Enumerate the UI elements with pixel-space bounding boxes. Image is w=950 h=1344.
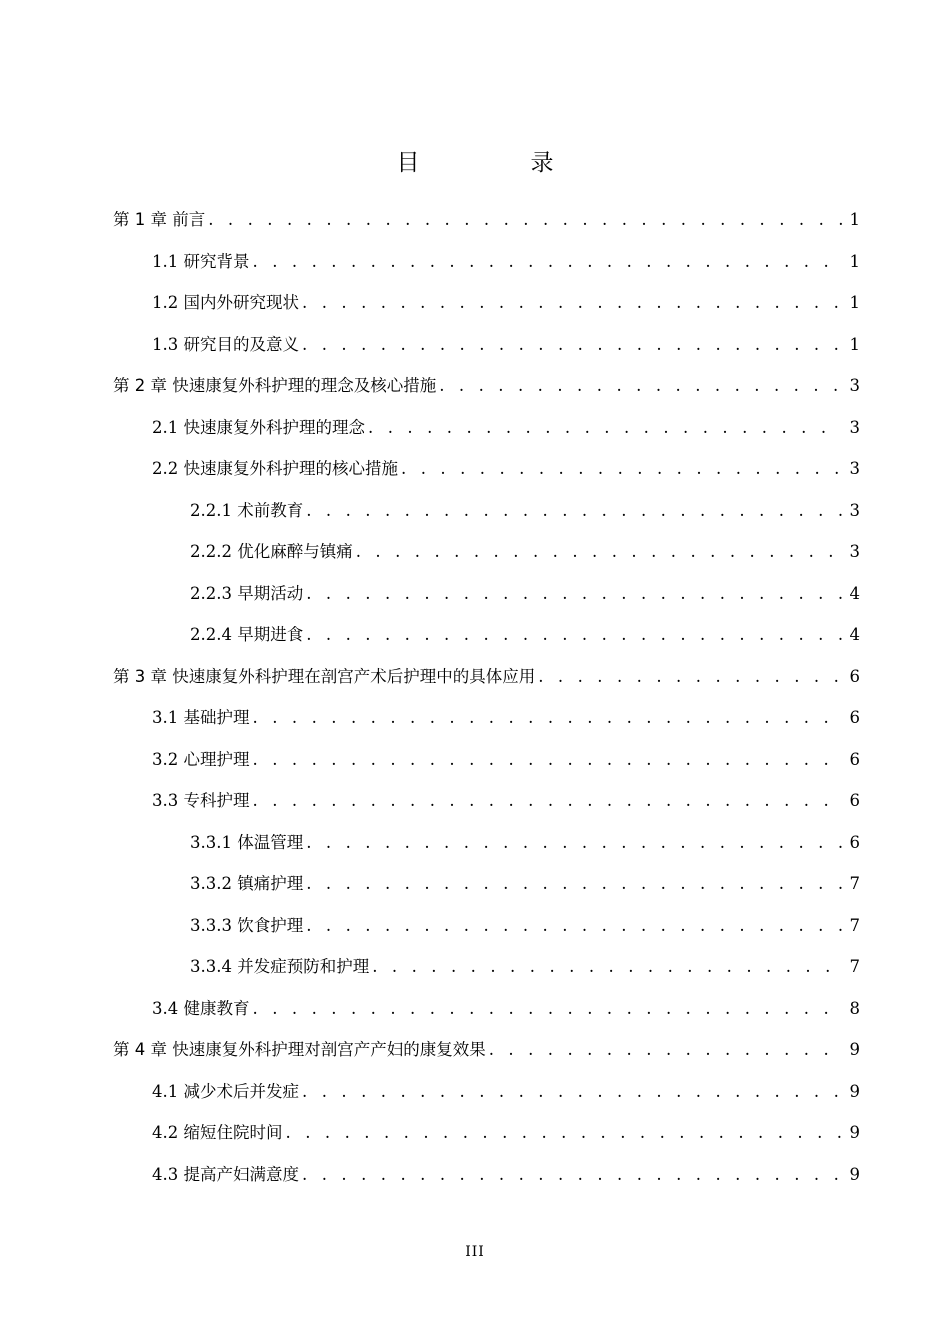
toc-entry-page: 4 [849,583,860,603]
toc-entry[interactable] [152,332,860,358]
toc-entry-label: 1.2 国内外研究现状 [152,293,299,312]
toc-entry[interactable] [152,1079,860,1105]
toc-leader-dots [299,1079,842,1105]
toc-entry-label: 第 4 章 快速康复外科护理对剖宫产产妇的康复效果 [113,1040,486,1059]
toc-entry[interactable] [190,830,860,856]
toc-entry[interactable] [113,664,860,690]
toc-entry-label: 3.2 心理护理 [152,749,250,769]
toc-entry-label: 3.3.2 镇痛护理 [190,874,304,893]
toc-leader-dots [205,207,842,233]
toc-entry[interactable] [190,871,860,897]
toc-entry[interactable] [152,747,860,773]
toc-entry-page: 1 [849,251,860,271]
toc-entry-label: 4.2 缩短住院时间 [152,1123,283,1142]
toc-entry[interactable] [190,622,860,648]
toc-entry-page: 8 [849,998,860,1018]
toc-entry-label: 第 1 章 前言 [113,210,206,229]
toc-entry-page: 3 [849,376,860,395]
toc-entry-page: 7 [849,957,860,976]
toc-entry[interactable] [190,954,860,980]
toc-leader-dots [535,664,842,690]
page-number: III [465,1244,485,1260]
toc-entry-page: 9 [849,1081,860,1101]
toc-entry[interactable] [113,373,860,399]
toc-entry-page: 3 [849,417,860,437]
toc-leader-dots [299,1162,842,1188]
toc-leader-dots [303,622,842,648]
toc-entry-label: 3.3 专科护理 [152,791,250,810]
toc-entry[interactable] [190,498,860,524]
toc-entry[interactable] [190,913,860,939]
toc-entry[interactable] [113,207,860,233]
toc-leader-dots [369,954,842,980]
toc-entry-page: 9 [849,1123,860,1142]
toc-entry-label: 2.1 快速康复外科护理的理念 [152,417,365,437]
toc-leader-dots [486,1037,842,1063]
toc-entry-page: 6 [849,832,860,852]
toc-leader-dots [398,456,842,482]
toc-leader-dots [303,830,842,856]
toc-entry-label: 第 2 章 快速康复外科护理的理念及核心措施 [113,376,437,395]
toc-entry-label: 第 3 章 快速康复外科护理在剖宫产术后护理中的具体应用 [113,666,536,686]
toc-entry-label: 4.3 提高产妇满意度 [152,1164,299,1184]
toc-leader-dots [303,498,842,524]
toc-entry-label: 4.1 减少术后并发症 [152,1081,299,1101]
toc-title: 目 录 [396,150,598,176]
toc-leader-dots [365,415,842,441]
toc-entry[interactable] [152,1162,860,1188]
toc-entry-page: 3 [849,459,860,478]
toc-leader-dots [303,913,842,939]
toc-entry-label: 2.2 快速康复外科护理的核心措施 [152,459,398,478]
toc-entry-label: 2.2.1 术前教育 [190,500,304,520]
toc-leader-dots [250,996,843,1022]
toc-entry-page: 7 [849,874,860,893]
toc-entry-label: 3.3.3 饮食护理 [190,915,304,935]
toc-leader-dots [250,249,843,275]
toc-leader-dots [299,290,842,316]
toc-entry-label: 2.2.3 早期活动 [190,583,304,603]
toc-entry-page: 6 [849,791,860,810]
toc-leader-dots [299,332,842,358]
toc-leader-dots [303,871,842,897]
toc-entry[interactable] [152,415,860,441]
toc-leader-dots [353,539,842,565]
toc-leader-dots [436,373,842,399]
toc-entry[interactable] [190,539,860,565]
toc-leader-dots [250,747,843,773]
toc-entry[interactable] [190,581,860,607]
toc-entry-label: 3.4 健康教育 [152,998,250,1018]
toc-entry-label: 3.3.1 体温管理 [190,832,304,852]
toc-entry[interactable] [152,290,860,316]
toc-entry[interactable] [152,705,860,731]
toc-entry-label: 1.1 研究背景 [152,251,250,271]
toc-entry[interactable] [152,996,860,1022]
toc-entry-label: 2.2.2 优化麻醉与镇痛 [190,542,353,561]
toc-leader-dots [250,788,843,814]
toc-entry-label: 1.3 研究目的及意义 [152,334,299,354]
toc-entry-label: 2.2.4 早期进食 [190,625,304,644]
toc-entry[interactable] [152,1120,860,1146]
toc-entry-page: 6 [849,708,860,727]
toc-entry[interactable] [152,788,860,814]
toc-leader-dots [250,705,843,731]
toc-entry-label: 3.3.4 并发症预防和护理 [190,957,370,976]
toc-entry-page: 6 [849,666,860,686]
toc-entry[interactable] [113,1037,860,1063]
toc-entry-page: 9 [849,1040,860,1059]
toc-entry-page: 1 [849,334,860,354]
toc-entry-page: 3 [849,500,860,520]
toc-entry-page: 1 [849,210,860,229]
toc-leader-dots [303,581,842,607]
toc-entry-page: 1 [849,293,860,312]
toc-entry[interactable] [152,249,860,275]
toc-entry-page: 9 [849,1164,860,1184]
toc-entry-page: 3 [849,542,860,561]
toc-entry-page: 6 [849,749,860,769]
toc-leader-dots [283,1120,843,1146]
toc-entry-page: 7 [849,915,860,935]
toc-entry-page: 4 [849,625,860,644]
toc-entry-label: 3.1 基础护理 [152,708,250,727]
toc-entry[interactable] [152,456,860,482]
